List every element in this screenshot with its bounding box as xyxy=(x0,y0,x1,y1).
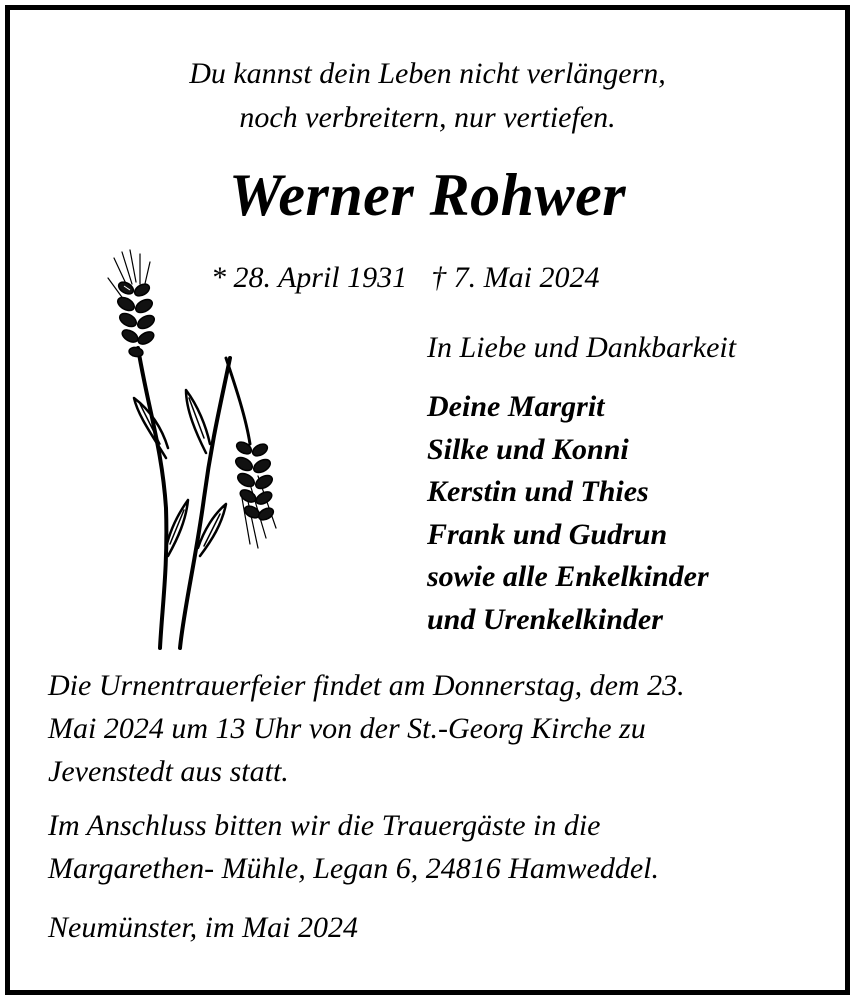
mourners-list xyxy=(427,386,709,641)
motto-line: noch verbreitern, nur vertiefen. xyxy=(239,101,616,134)
mourner-name: Silke und Konni xyxy=(427,432,629,466)
mourner-name: Deine Margrit xyxy=(427,390,605,423)
mourner-name: sowie alle Enkelkinder xyxy=(427,560,709,593)
reception-line: Im Anschluss bitten wir die Trauergäste in die xyxy=(48,809,601,842)
ceremony-line: Mai 2024 um 13 Uhr von der St.-Georg Kirche zu xyxy=(48,712,646,745)
mourner-name: und Urenkelkinder xyxy=(427,602,663,636)
dedication-line: In Liebe und Dankbarkeit xyxy=(427,331,737,364)
motto-line: Du kannst dein Leben nicht verlängern, xyxy=(189,57,666,90)
deceased-name: Werner Rohwer xyxy=(228,162,627,228)
motto-quote xyxy=(0,52,855,140)
ceremony-notice xyxy=(48,664,685,793)
reception-notice xyxy=(48,804,659,890)
mourner-name: Frank und Gudrun xyxy=(427,517,668,551)
death-date: † 7. Mai 2024 xyxy=(431,261,600,294)
ceremony-line: Jevenstedt aus statt. xyxy=(48,755,289,788)
reception-line: Margarethen- Mühle, Legan 6, 24816 Hamweddel. xyxy=(48,852,660,885)
place-and-date: Neumünster, im Mai 2024 xyxy=(48,911,358,944)
birth-date: * 28. April 1931 xyxy=(211,261,408,294)
ceremony-line: Die Urnentrauerfeier findet am Donnerstag, dem 23. xyxy=(48,669,685,702)
mourner-name: Kerstin und Thies xyxy=(427,475,649,508)
wheat-ears-icon xyxy=(100,248,290,653)
